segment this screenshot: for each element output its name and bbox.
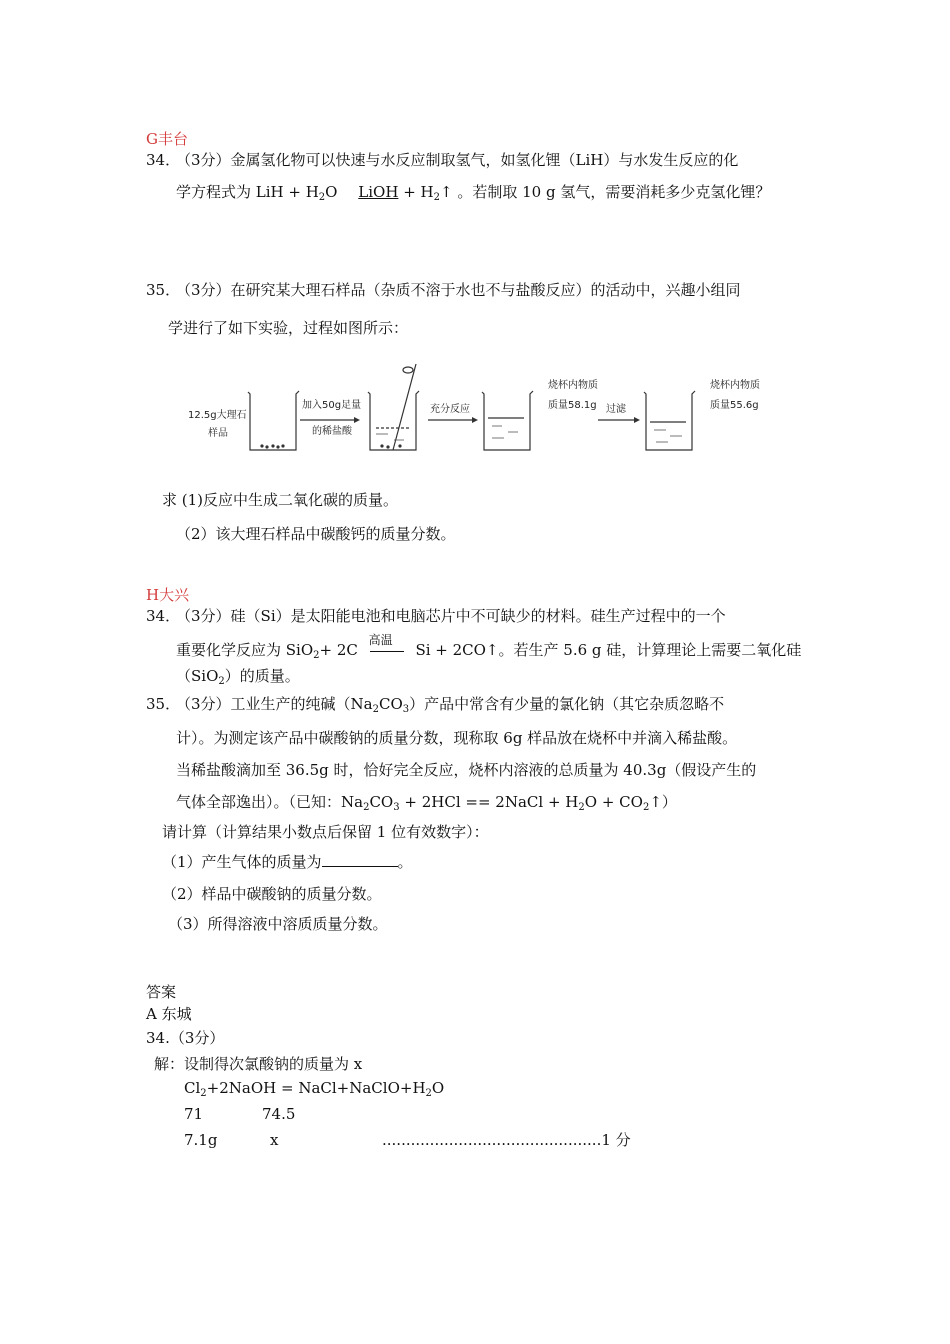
q35-g-number: 35． bbox=[146, 281, 181, 299]
q34-g-line2: 学方程式为 LiH + $H_2O$ LiOH + $H_2↑$ 。若制取 10 g 氢气，需要消耗多少克氢化锂？ bbox=[176, 183, 771, 203]
q34-h-number: 34． bbox=[146, 607, 181, 625]
q35-h-line3: 当稀盐酸滴加至 36.5g 时，恰好完全反应，烧杯内溶液的总质量为 40.3g（假设产生的 bbox=[176, 761, 757, 779]
q35-h-line1: （3分）工业生产的纯碱$(Na_2CO_3)$产品中常含有少量的氯化钠（其它杂质忽略不 bbox=[176, 695, 725, 715]
q35-h-number: 35． bbox=[146, 695, 181, 713]
step-label-add-acid: 加入50g足量 bbox=[302, 400, 362, 411]
q35-g-line1: （3分）在研究某大理石样品（杂质不溶于水也不与盐酸反应）的活动中，兴趣小组同 bbox=[176, 281, 741, 299]
q35-h-line4: 气体全部逸出）。（已知：$Na_2CO_3 + 2HCl$ == 2NaCl + $H_2O$ + $CO_2↑$） bbox=[176, 793, 677, 813]
beaker-3 bbox=[482, 391, 533, 450]
answers-question: 34.（3分） bbox=[146, 1029, 225, 1047]
q34-g-number: 34． bbox=[146, 151, 181, 169]
glass-rod bbox=[393, 364, 416, 450]
sample-label-1: 12.5g大理石 bbox=[188, 410, 247, 421]
answer-blank[interactable] bbox=[322, 852, 398, 867]
q35-h-p1: （1）产生气体的质量为 。 bbox=[162, 853, 413, 871]
beaker-4 bbox=[644, 391, 695, 450]
q34-g-line1: （3分）金属氢化物可以快速与水反应制取氢气，如氢化锂（LiH）与水发生反应的化 bbox=[176, 151, 739, 169]
q35-g-ask2: （2）该大理石样品中碳酸钙的质量分数。 bbox=[176, 525, 456, 543]
beaker-2 bbox=[368, 391, 419, 450]
sample-label-2: 样品 bbox=[208, 428, 228, 439]
reaction-condition: 高温 bbox=[367, 640, 407, 660]
q34-h-line3: （SiO$_2$）的质量。 bbox=[176, 667, 300, 687]
mass-label-1a: 烧杯内物质 bbox=[548, 380, 598, 391]
answers-ratio-2b: x bbox=[270, 1131, 279, 1149]
answers-ratio-1b: 74.5 bbox=[262, 1105, 296, 1123]
q35-g-ask1: 求 (1)反应中生成二氧化碳的质量。 bbox=[162, 491, 399, 509]
mass-label-2a: 烧杯内物质 bbox=[710, 380, 760, 391]
answers-section: A 东城 bbox=[146, 1005, 192, 1023]
answers-ratio-1a: 71 bbox=[184, 1105, 204, 1123]
q34-h-line2: 重要化学反应为 SiO$_2$+ 2C 高温 Si + 2CO↑。若生产 5.6 g 硅，计算理论上需要二氧化硅 bbox=[176, 633, 802, 661]
arrow-product: LiOH bbox=[358, 183, 399, 201]
q35-h-p2: （2）样品中碳酸钠的质量分数。 bbox=[162, 885, 382, 903]
section-label-g: G丰台 bbox=[146, 130, 188, 148]
q34-h-line1: （3分）硅（Si）是太阳能电池和电脑芯片中不可缺少的材料。硅生产过程中的一个 bbox=[176, 607, 726, 625]
section-label-h: H大兴 bbox=[146, 586, 190, 604]
step-label-react: 充分反应 bbox=[430, 404, 470, 415]
step-label-filter: 过滤 bbox=[606, 404, 626, 415]
q35-h-p3: （3）所得溶液中溶质质量分数。 bbox=[168, 915, 388, 933]
q35-g-line2: 学进行了如下实验，过程如图所示： bbox=[168, 319, 409, 337]
q35-h-calc: 请计算（计算结果小数点后保留 1 位有效数字）： bbox=[162, 823, 489, 841]
answers-score: ..............................................1 分 bbox=[382, 1131, 631, 1149]
step-label-acid: 的稀盐酸 bbox=[312, 426, 352, 437]
beaker-1 bbox=[248, 391, 299, 450]
answers-equation: $Cl_2+2NaOH$ = $NaCl+NaClO+H_2O$ bbox=[184, 1079, 445, 1099]
experiment-diagram bbox=[178, 358, 768, 460]
mass-label-1b: 质量58.1g bbox=[548, 400, 597, 411]
answers-title: 答案 bbox=[146, 983, 177, 1001]
q35-h-line2: 计）。为测定该产品中碳酸钠的质量分数，现称取 6g 样品放在烧杯中并滴入稀盐酸。 bbox=[176, 729, 738, 747]
mass-label-2b: 质量55.6g bbox=[710, 400, 759, 411]
answers-solution: 解：设制得次氯酸钠的质量为 x bbox=[154, 1055, 363, 1073]
answers-ratio-2a: 7.1g bbox=[184, 1131, 218, 1149]
